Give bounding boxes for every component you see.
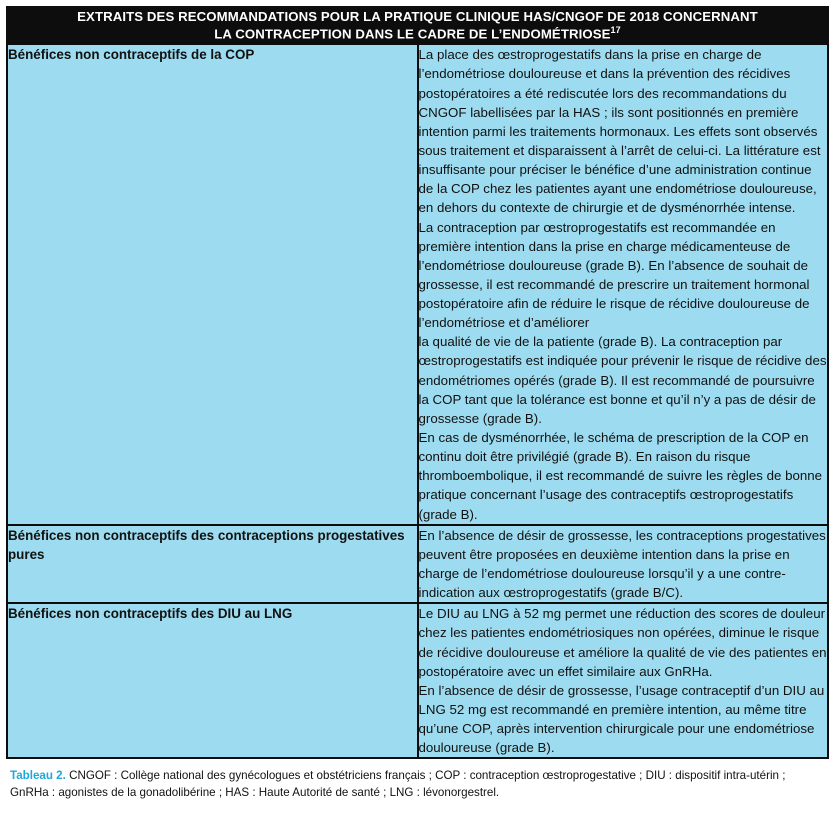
table-row [7, 44, 828, 525]
paragraph: Le DIU au LNG à 52 mg permet une réduction des scores de douleur chez les patientes endométriosiques non opérées, diminue le risque de récidive douloureuse et améliore la qualité de vie des patientes en postopératoire avec un effet similaire aux GnRHa. [418, 606, 827, 679]
table-title-line-2: LA CONTRACEPTION DANS LE CADRE DE L’ENDOMÉTRIOSE [214, 26, 611, 42]
row-body-progestatives [418, 525, 829, 604]
recommendations-table [6, 6, 829, 759]
paragraph: En cas de dysménorrhée, le schéma de prescription de la COP en continu doit être privilégié (grade B). En raison du risque thromboembolique, il est recommandé de suivre les règles de bonne pratique concernant l’usage des contraceptifs œstroprogestatifs (grade B). [418, 430, 823, 522]
table-title [7, 7, 828, 44]
paragraph: En l’absence de désir de grossesse, les contraceptions progestatives peuvent être proposées en deuxième intention dans la prise en charge de l’endométriose douloureuse lorsqu’il y a une contre-indication aux œstroprogestatifs (grade B/C). [418, 527, 826, 601]
table-header-row [7, 7, 828, 44]
table-row [7, 525, 828, 604]
table-row [7, 603, 828, 758]
row-label-cop: Bénéfices non contraceptifs de la COP [7, 44, 418, 525]
table-title-superscript: 17 [610, 25, 621, 36]
table-title-line-1: EXTRAITS DES RECOMMANDATIONS POUR LA PRATIQUE CLINIQUE HAS/CNGOF DE 2018 CONCERNANT [77, 9, 758, 24]
footnote-label: Tableau 2. [10, 769, 66, 783]
row-body-diu-lng [418, 603, 829, 758]
paragraph: En l’absence de désir de grossesse, l’usage contraceptif d’un DIU au LNG 52 mg est recommandé en première intention, au même titre qu’une COP, après intervention chirurgicale pour une endométriose douloureuse (grade B). [418, 682, 825, 756]
footnote-text: CNGOF : Collège national des gynécologues et obstétriciens français ; COP : contraception œstroprogestative ; DIU : dispositif intra-utérin ; GnRHa : agonistes de la gonadolibérine ; HAS : Haute Autorité de santé ; LNG : lévonorgestrel. [10, 769, 786, 799]
row-label-progestatives: Bénéfices non contraceptifs des contraceptions progestatives pures [7, 525, 418, 604]
paragraph: La place des œstroprogestatifs dans la prise en charge de l’endométriose douloureuse et dans la prévention des récidives postopératoires a été rediscutée lors des recommandations du CNGOF labellisées par la HAS ; ils sont positionnés en première intention parmi les traitements hormonaux. Les effets sont observés sous traitement et disparaissent à l’arrêt de celui-ci. La littérature est insuffisante pour préciser le bénéfice d’une administration continue de la COP chez les patientes ayant une endométriose douloureuse, en dehors du contexte de chirurgie et de dysménorrhée intense. [418, 47, 821, 216]
table-footnote [0, 759, 835, 807]
paragraph: La contraception par œstroprogestatifs est recommandée en première intention dans la prise en charge médicamenteuse de l’endométriose douloureuse (grade B). En l’absence de souhait de grossesse, il est recommandé de prescrire un traitement hormonal postopératoire afin de réduire le risque de récidive douloureuse de l’endométriose et d’améliorer [418, 219, 810, 331]
paragraph: la qualité de vie de la patiente (grade B). La contraception par œstroprogestatifs est indiquée pour prévenir le risque de récidive des endométriomes opérés (grade B). Il est recommandé de poursuivre la COP tant que la tolérance est bonne et qu’il n’y a pas de désir de grossesse (grade B). [418, 334, 827, 426]
row-label-diu-lng: Bénéfices non contraceptifs des DIU au LNG [7, 603, 418, 758]
row-body-cop [418, 44, 829, 525]
